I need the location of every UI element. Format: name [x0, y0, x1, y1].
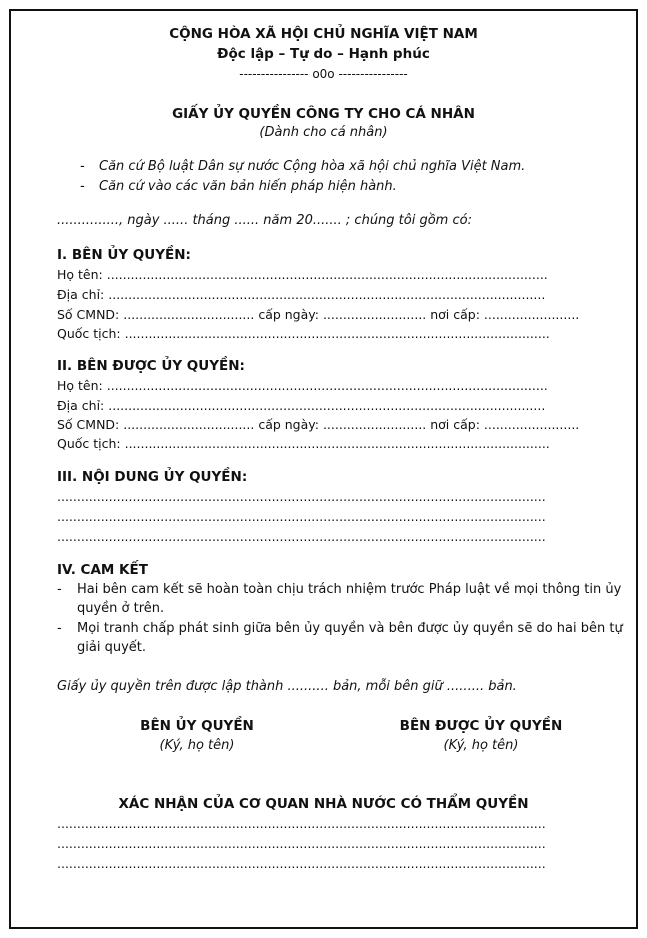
signature-left-note: (Ký, họ tên) — [159, 738, 235, 753]
commitment-2-line-1: Mọi tranh chấp phát sinh giữa bên ủy quyền và bên được ủy quyền sẽ do hai bên tự — [77, 621, 623, 636]
content-line: ........................................................................................................................... — [57, 529, 546, 544]
commitment-1-line-2: quyền ở trên. — [77, 601, 165, 616]
party1-nationality-field: Quốc tịch: ........................................................................................................... — [57, 326, 550, 341]
signature-left-title: BÊN ỦY QUYỀN — [140, 718, 254, 734]
party1-name-field: Họ tên: ............................................................................................................... — [57, 267, 548, 282]
bullet-dash: - — [80, 179, 85, 194]
header-separator: ---------------- o0o ---------------- — [239, 67, 408, 81]
national-title: CỘNG HÒA XÃ HỘI CHỦ NGHĨA VIỆT NAM — [169, 26, 478, 42]
party1-address-field: Địa chỉ: .............................................................................................................. — [57, 287, 546, 302]
bullet-dash: - — [80, 159, 85, 174]
party2-nationality-field: Quốc tịch: ........................................................................................................... — [57, 436, 550, 451]
document-title: GIẤY ỦY QUYỀN CÔNG TY CHO CÁ NHÂN — [172, 106, 475, 122]
document-subtitle: (Dành cho cá nhân) — [259, 125, 388, 140]
section-4-heading: IV. CAM KẾT — [57, 562, 148, 578]
confirmation-heading: XÁC NHẬN CỦA CƠ QUAN NHÀ NƯỚC CÓ THẨM QUYỀN — [118, 796, 529, 812]
party2-name-field: Họ tên: ............................................................................................................... — [57, 378, 548, 393]
confirmation-line: ........................................................................................................................... — [57, 816, 546, 831]
national-motto: Độc lập – Tự do – Hạnh phúc — [217, 46, 430, 62]
party2-id-field: Số CMND: ................................. cấp ngày: .......................... nơi cấp: ........................ — [57, 417, 580, 432]
section-3-heading: III. NỘI DUNG ỦY QUYỀN: — [57, 469, 248, 485]
party1-id-field: Số CMND: ................................. cấp ngày: .......................... nơi cấp: ........................ — [57, 307, 580, 322]
confirmation-line: ........................................................................................................................... — [57, 836, 546, 851]
section-2-heading: II. BÊN ĐƯỢC ỦY QUYỀN: — [57, 358, 245, 374]
bullet-dash: - — [57, 582, 62, 597]
copies-line: Giấy ủy quyền trên được lập thành .......... bản, mỗi bên giữ ......... bản. — [57, 679, 517, 694]
commitment-2-line-2: giải quyết. — [77, 640, 146, 655]
date-line: ..............., ngày ...... tháng ...... năm 20....... ; chúng tôi gồm có: — [57, 213, 472, 228]
signature-right-title: BÊN ĐƯỢC ỦY QUYỀN — [399, 718, 563, 734]
content-line: ........................................................................................................................... — [57, 489, 546, 504]
commitment-1-line-1: Hai bên cam kết sẽ hoàn toàn chịu trách nhiệm trước Pháp luật về mọi thông tin ủy — [77, 582, 622, 597]
content-line: ........................................................................................................................... — [57, 509, 546, 524]
signature-right-note: (Ký, họ tên) — [443, 738, 519, 753]
legal-basis-1: Căn cứ Bộ luật Dân sự nước Cộng hòa xã hội chủ nghĩa Việt Nam. — [99, 159, 526, 174]
section-1-heading: I. BÊN ỦY QUYỀN: — [57, 247, 191, 263]
legal-basis-2: Căn cứ vào các văn bản hiến pháp hiện hành. — [99, 179, 397, 194]
party2-address-field: Địa chỉ: .............................................................................................................. — [57, 398, 546, 413]
confirmation-line: ........................................................................................................................... — [57, 856, 546, 871]
bullet-dash: - — [57, 621, 62, 636]
